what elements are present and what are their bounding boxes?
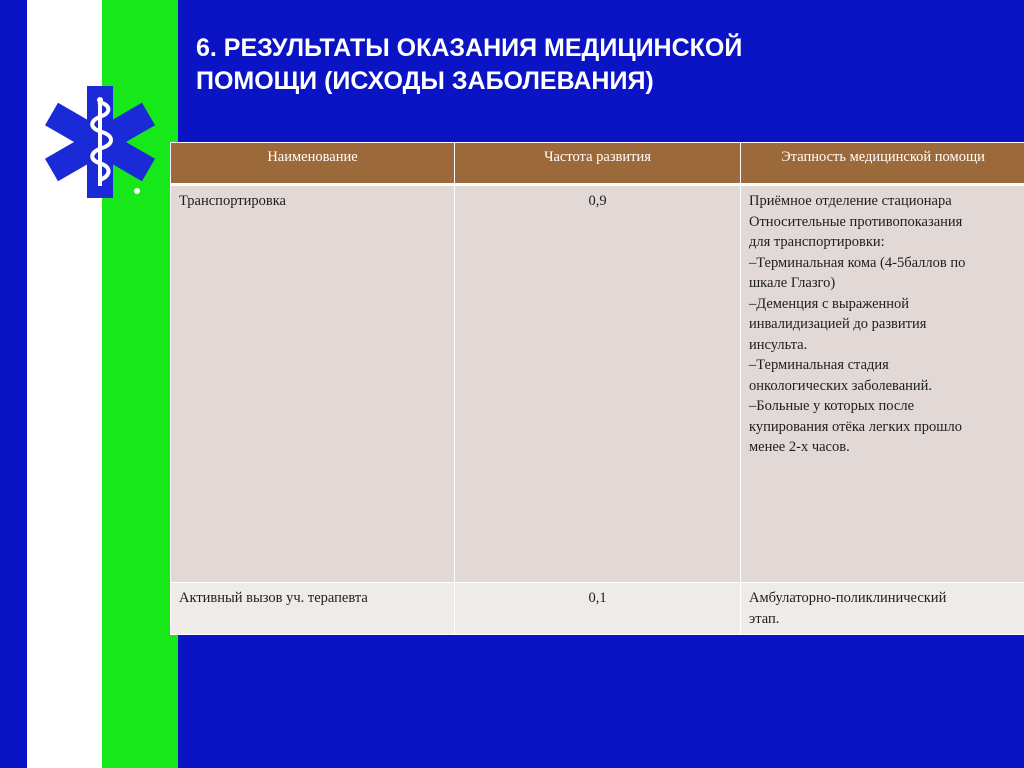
table-row [171, 185, 1024, 583]
cell-frequency: 0,1 [455, 583, 741, 635]
stage-line: Приёмное отделение стационара [749, 193, 952, 209]
cell-stage [741, 185, 1024, 583]
stage-line: этап. [749, 610, 780, 627]
header-name: Наименование [171, 143, 455, 185]
stage-line: –Деменция с выраженной [749, 295, 910, 312]
stage-line: инсульта. [749, 336, 808, 353]
stage-line: Амбулаторно-поликлинический [749, 590, 947, 606]
slide-title-line-2: ПОМОЩИ (ИСХОДЫ ЗАБОЛЕВАНИЯ) [196, 67, 654, 95]
star-of-life-icon [38, 84, 162, 200]
cell-stage [741, 583, 1024, 635]
header-stage: Этапность медицинской помощи [741, 143, 1024, 185]
stage-line: онкологических заболеваний. [749, 377, 933, 394]
stage-line: –Терминальная стадия [749, 357, 889, 373]
stage-line: –Больные у которых после [749, 398, 915, 414]
slide-title [196, 32, 896, 98]
stage-line: –Терминальная кома (4-5баллов по [749, 254, 966, 271]
outcomes-table [170, 142, 1024, 635]
table-row [171, 583, 1024, 635]
table-header-row [171, 143, 1024, 185]
header-frequency: Частота развития [455, 143, 741, 185]
stage-line: менее 2-х часов. [749, 439, 850, 455]
left-blue-stripe [0, 0, 27, 768]
slide-title-line-1: 6. РЕЗУЛЬТАТЫ ОКАЗАНИЯ МЕДИЦИНСКОЙ [196, 34, 743, 62]
stage-line: для транспортировки: [749, 234, 885, 250]
stage-line: Относительные противопоказания [749, 213, 963, 230]
cell-name: Транспортировка [171, 185, 455, 583]
decorative-dot [134, 188, 140, 194]
cell-frequency: 0,9 [455, 185, 741, 583]
stage-line: купирования отёка легких прошло [749, 418, 962, 435]
stage-line: шкале Глазго) [749, 275, 836, 291]
cell-name: Активный вызов уч. терапевта [171, 583, 455, 635]
stage-line: инвалидизацией до развития [749, 316, 927, 332]
